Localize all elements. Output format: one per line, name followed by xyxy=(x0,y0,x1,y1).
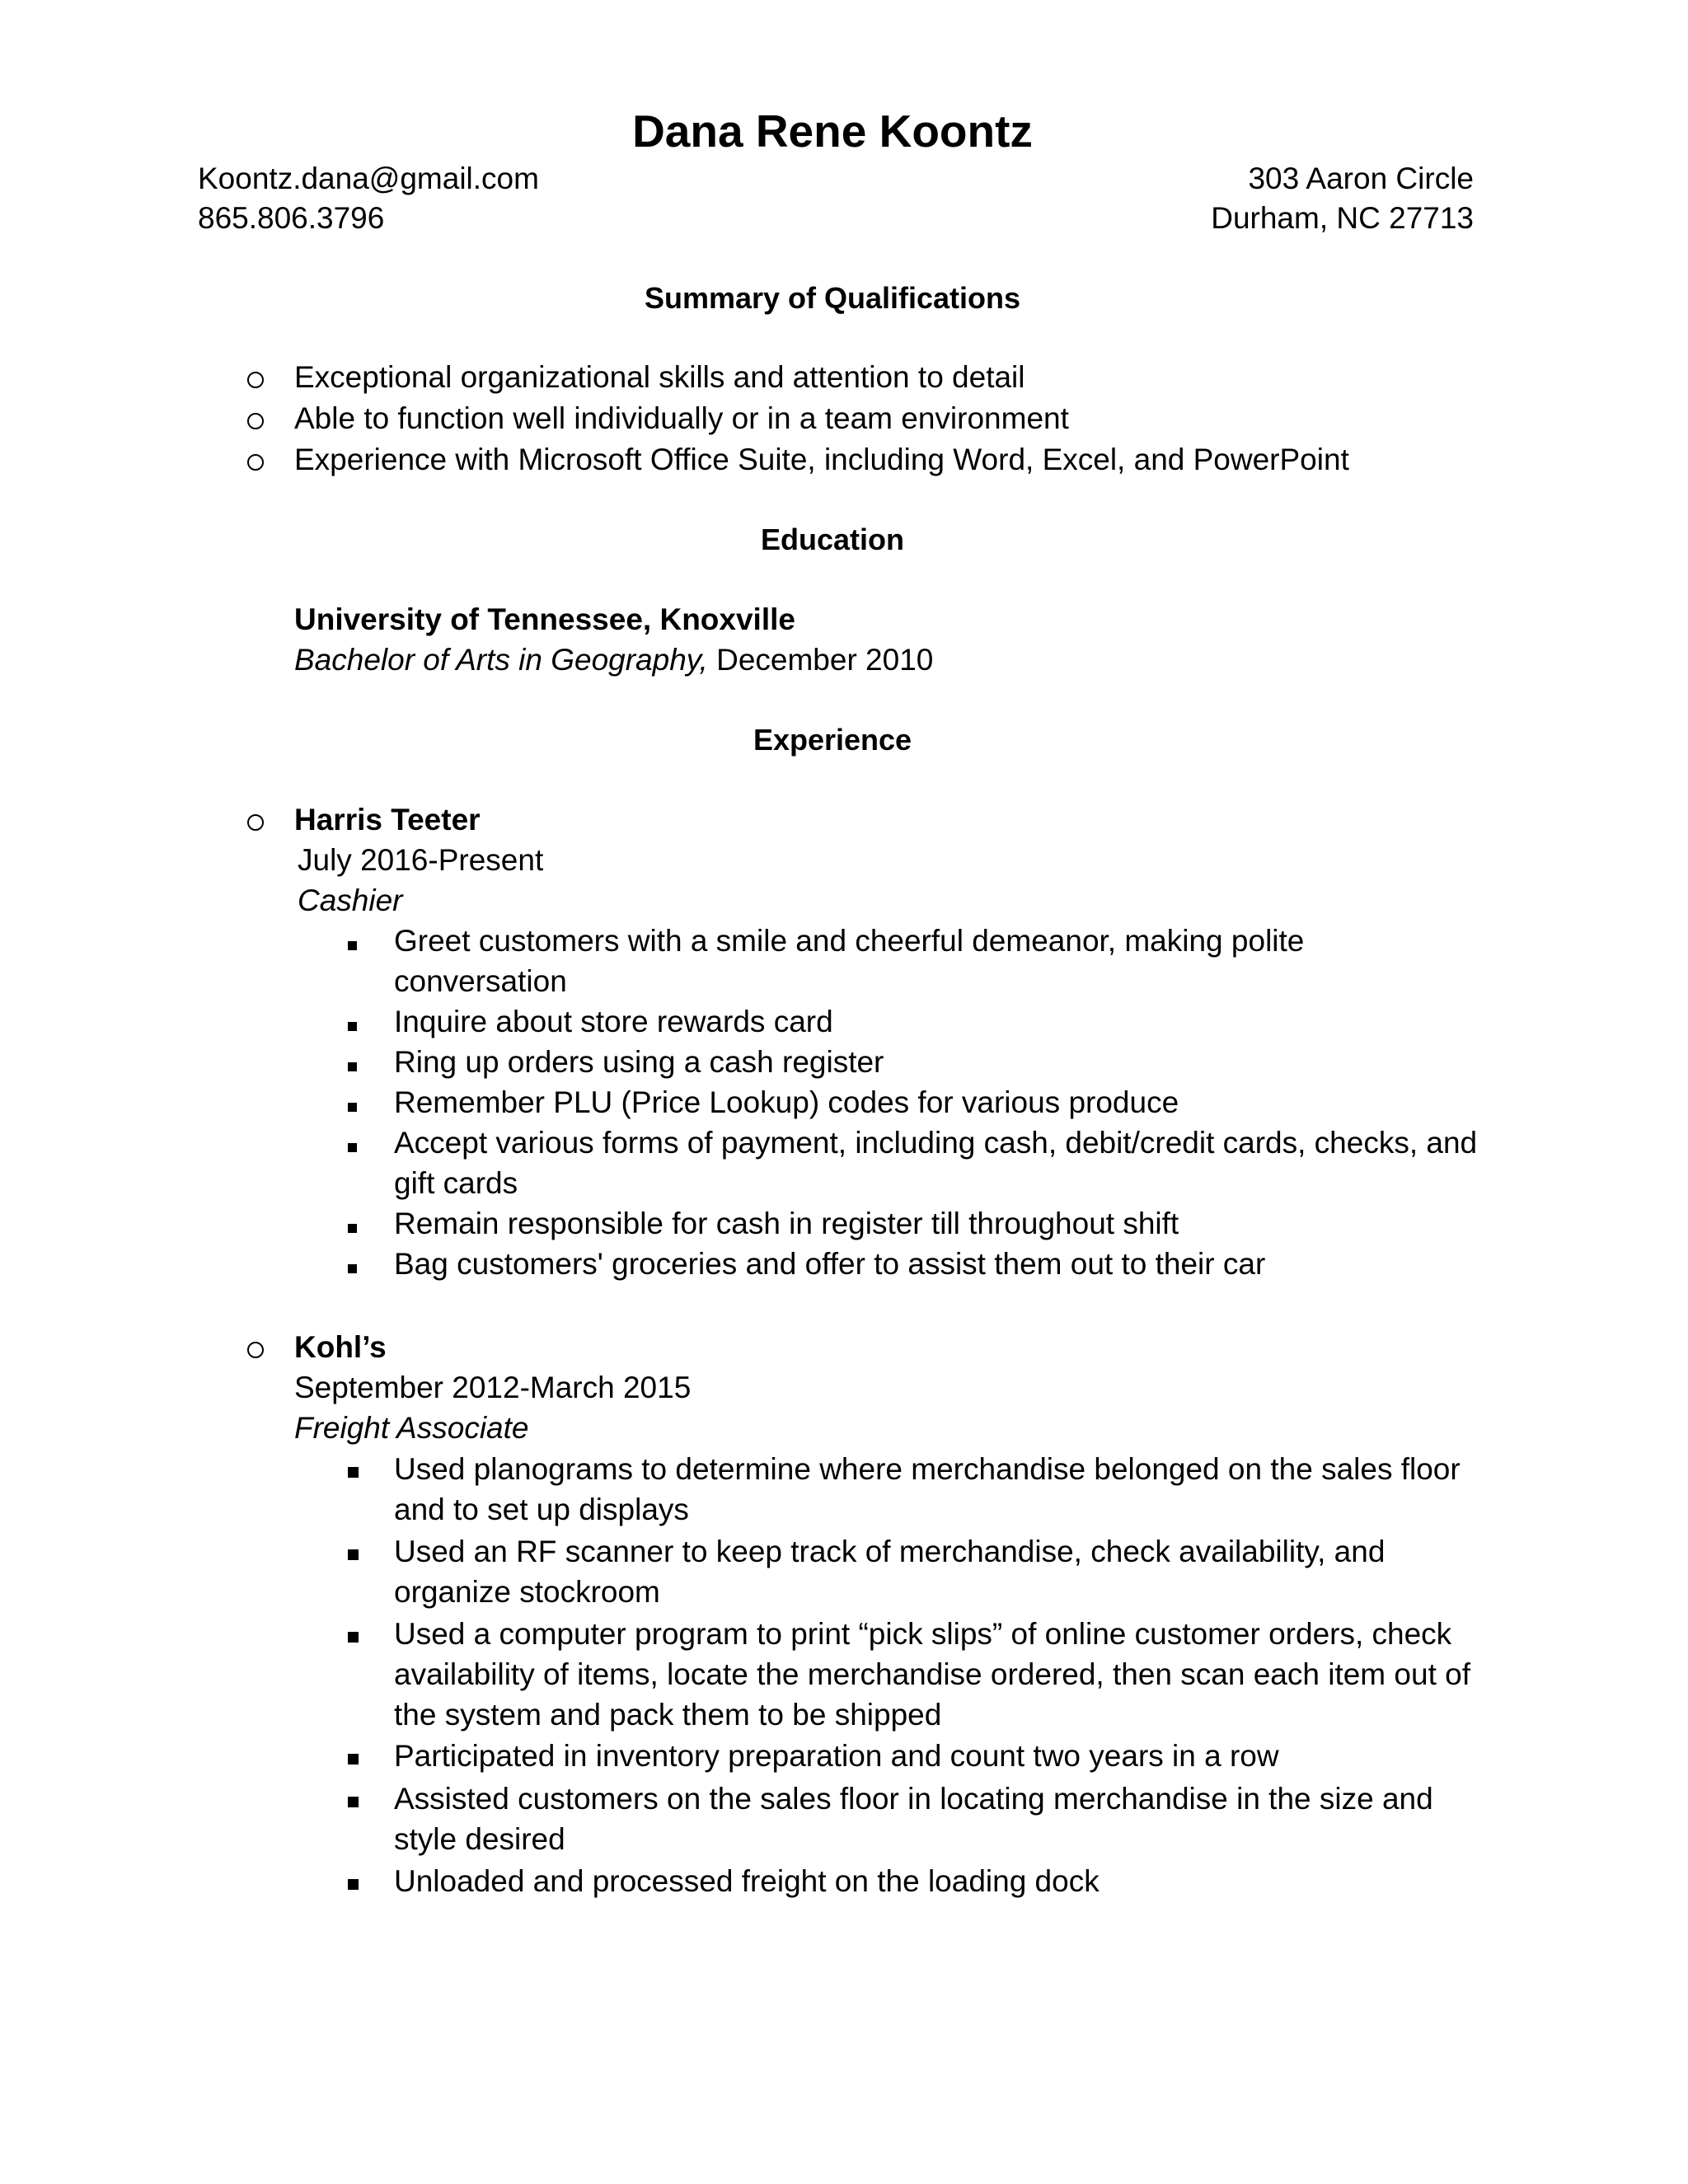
square-bullet-icon xyxy=(348,1632,359,1643)
circle-bullet-icon xyxy=(247,454,264,471)
job-dates: July 2016-Present xyxy=(298,843,544,877)
square-bullet-icon xyxy=(348,1797,359,1807)
job-duty-line: Participated in inventory preparation and count two years in a row xyxy=(394,1739,1279,1773)
job-duty-line: Assisted customers on the sales floor in locating merchandise in the size and xyxy=(394,1782,1433,1816)
square-bullet-icon xyxy=(348,1103,357,1112)
job-duty-line: Used planograms to determine where merchandise belonged on the sales floor xyxy=(394,1452,1461,1486)
job-duty-line: Remember PLU (Price Lookup) codes for various produce xyxy=(394,1085,1179,1119)
summary-item: Able to function well individually or in a team environment xyxy=(294,401,1069,435)
job-dates: September 2012-March 2015 xyxy=(294,1371,692,1404)
job-duty-line: Bag customers' groceries and offer to assist them out to their car xyxy=(394,1247,1266,1281)
education-degree: Bachelor of Arts in Geography, xyxy=(294,643,708,677)
job-duty-line: Used a computer program to print “pick slips” of online customer orders, check xyxy=(394,1617,1452,1651)
experience-heading: Experience xyxy=(753,723,912,757)
job-employer: Harris Teeter xyxy=(294,803,481,837)
education-school: University of Tennessee, Knoxville xyxy=(294,602,795,636)
square-bullet-icon xyxy=(348,1143,357,1152)
resume-name: Dana Rene Koontz xyxy=(632,105,1033,157)
contact-address-line2: Durham, NC 27713 xyxy=(1211,201,1474,235)
job-duty-line: Ring up orders using a cash register xyxy=(394,1045,884,1079)
education-heading: Education xyxy=(760,523,904,556)
job-duty-line: Accept various forms of payment, including cash, debit/credit cards, checks, and xyxy=(394,1126,1478,1160)
job-title: Freight Associate xyxy=(294,1411,529,1445)
circle-bullet-icon xyxy=(247,1342,264,1358)
job-duty-line: Greet customers with a smile and cheerful demeanor, making polite xyxy=(394,924,1305,958)
contact-email: Koontz.dana@gmail.com xyxy=(198,162,539,195)
job-duty-line: Unloaded and processed freight on the loading dock xyxy=(394,1864,1100,1898)
summary-item: Exceptional organizational skills and attention to detail xyxy=(294,360,1025,394)
job-duty-line: Remain responsible for cash in register till throughout shift xyxy=(394,1207,1179,1240)
square-bullet-icon xyxy=(348,1467,359,1478)
job-duty-line: Used an RF scanner to keep track of merchandise, check availability, and xyxy=(394,1535,1386,1568)
education-date: December 2010 xyxy=(707,643,934,677)
job-duty-line: the system and pack them to be shipped xyxy=(394,1698,942,1732)
job-duty-line: organize stockroom xyxy=(394,1575,660,1609)
circle-bullet-icon xyxy=(247,413,264,429)
circle-bullet-icon xyxy=(247,372,264,388)
job-employer: Kohl’s xyxy=(294,1330,387,1364)
job-duty-line: gift cards xyxy=(394,1166,518,1200)
summary-item: Experience with Microsoft Office Suite, including Word, Excel, and PowerPoint xyxy=(294,443,1349,476)
summary-heading: Summary of Qualifications xyxy=(644,281,1021,315)
square-bullet-icon xyxy=(348,941,357,950)
job-duty-line: conversation xyxy=(394,964,567,998)
square-bullet-icon xyxy=(348,1264,357,1273)
square-bullet-icon xyxy=(348,1879,359,1890)
job-duty-line: availability of items, locate the merchandise ordered, then scan each item out of xyxy=(394,1657,1470,1691)
education-degree-line xyxy=(294,640,933,680)
circle-bullet-icon xyxy=(247,814,264,831)
job-duty-line: and to set up displays xyxy=(394,1493,689,1526)
job-duty-line: style desired xyxy=(394,1822,565,1856)
job-duty-line: Inquire about store rewards card xyxy=(394,1005,833,1038)
square-bullet-icon xyxy=(348,1754,359,1765)
job-title: Cashier xyxy=(298,883,403,917)
square-bullet-icon xyxy=(348,1062,357,1071)
contact-phone: 865.806.3796 xyxy=(198,201,385,235)
square-bullet-icon xyxy=(348,1022,357,1031)
square-bullet-icon xyxy=(348,1224,357,1233)
contact-address-line1: 303 Aaron Circle xyxy=(1248,162,1474,195)
square-bullet-icon xyxy=(348,1549,359,1560)
